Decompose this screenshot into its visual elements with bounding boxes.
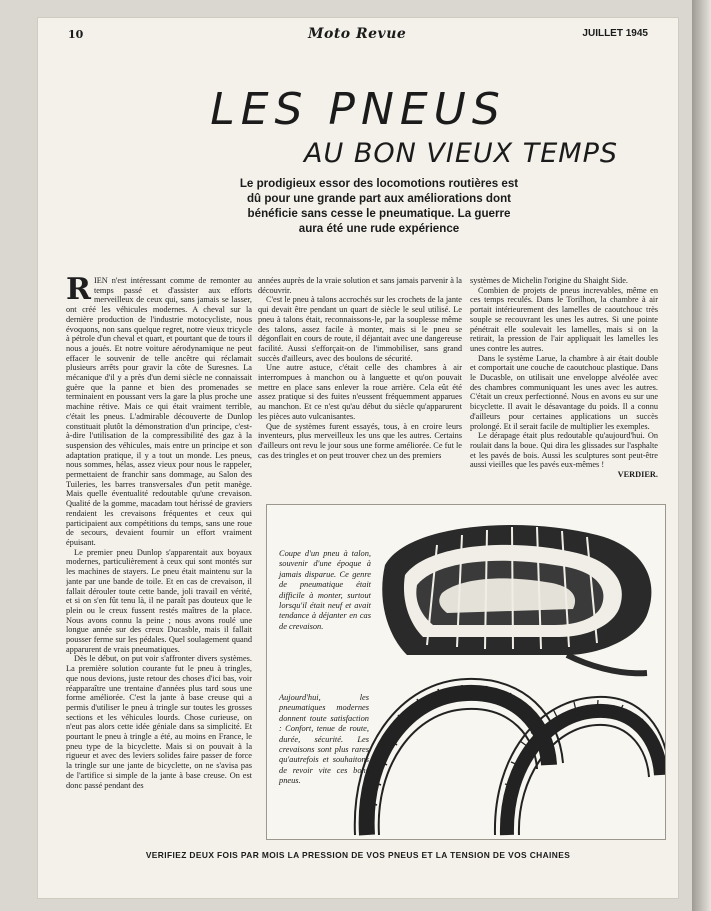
page-header — [68, 28, 648, 46]
author-signature: VERDIER. — [617, 470, 658, 480]
text-column-2 — [258, 276, 462, 506]
scan-edge-shadow — [692, 0, 711, 911]
paragraph: Une autre astuce, c'était celle des chambres à air interrompues à manchon ou à languette et qu'on pouvait mettre en place sans enlever la roue arrière. Cela eût été assez pratique si des fuites n'eussent fréquemment apparues au manchon. Et ce n'est qu'au début du siècle qu'apparurent les pièces auto vulcanisantes. — [258, 363, 462, 421]
article-lead: Le prodigieux essor des locomotions routières est dû pour une grande part aux améliorations dont bénéficie sans cesse le pneumatique. La guerre aura été une rude expérience — [239, 177, 519, 235]
figure-caption-old-tire: Coupe d'un pneu à talon, souvenir d'une époque à jamais disparue. Ce genre de pneumatique était difficile à monter, surtout lorsqu'il était neuf et avait tendance à déjanter en cas de crevaison. — [279, 549, 371, 631]
text-column-3 — [470, 276, 658, 518]
magazine-page — [38, 18, 678, 898]
article-title-line1: LES PNEUS — [210, 84, 506, 135]
masthead: Moto Revue — [308, 26, 407, 42]
paragraph: Que de systèmes furent essayés, tous, à en croire leurs inventeurs, plus merveilleux les uns que les autres. Certains d'ailleurs ont revu le jour sous une forme améliorée. Ce fut le cas des tringles et on peut trouver chez un des premiers — [258, 421, 462, 460]
tire-illustration — [266, 504, 666, 840]
paragraph: Le premier pneu Dunlop s'apparentait aux boyaux modernes, particulièrement à ceux qui sont montés sur les machines de stayers. Le pneu était maintenu sur la jante par une bande de toile. Et en cas de crevaison, il fallait dérouler toute cette bande, joli travail en vérité, et si on s'en fût tenu là, il ne paraît pas douteux que le plein ou le creux fussent restés maîtres de la place. Nous avons connu la peine ; nous avons roulé une longue année sur des creux Ducasble, mais il fallait pousser ferme sur les pédales. Quel soulagement quand apparurent de vrais pneumatiques. — [66, 547, 252, 654]
paragraph: Dans le système Larue, la chambre à air était double et comportait une couche de caoutchouc plastique. Dans le Ducasble, on utilisait une enveloppe alvéolée avec des chambres communiquant les unes avec les autres. C'était un creux perfectionné. Nous en avons eu sur une bicyclette. Il avait le désavantage du poids. Il a connu d'ailleurs pour certaines applications un succès prolongé. Et il serait facile de multiplier les exemples. — [470, 353, 658, 431]
paragraph: Combien de projets de pneus increvables, même en ces temps reculés. Dans le Torilhon, la chambre à air portait intérieurement des lamelles de caoutchouc très souple se recouvrant les unes les autres. Si une pointe pénétrait elle soulevait les lamelles, mais si on la retirait, la pression de l'air appliquait les lamelles les unes contre les autres. — [470, 285, 658, 353]
old-tire-section-drawing — [382, 525, 651, 673]
article-title-line2: AU BON VIEUX TEMPS — [304, 138, 618, 169]
paragraph-text: IEN n'est intéressant comme de remonter au temps passé et d'assister aux efforts merveilleux de ceux qui, sans jamais se lasser, ont créé les véhicules modernes. A cheval sur la dernière production de l'industrie motocycliste, nous évoquons, non sans quelque regret, notre vieux tricycle à pétrole d'un cheval et quart, et pourtant que de tours il nous a joués. Et notre voiture aérodynamique ne peut effacer le souvenir de telle ancêtre qui réclamait plusieurs arrêts pour gravir la côte de Suresnes. La mécanique d'il y a près d'un demi siècle ne connaissait guère que la panne et bien des promenades se terminaient en poussant vers la gare la plus proche une machine rétive. Mais ce qui était vraiment terrible, c'était les pneus. L'admirable découverte de Dunlop constituait plutôt la démonstration d'un principe, c'est-à-dire l'utilisation de la compressibilité des gaz à la suspension des véhicules, mais entre un principe et son adaptation pratique, il y a tout un monde. Les pneus, nous sommes, hélas, assez vieux pour nous le rappeler, permettaient de franchir sans dommage, au Salon des Tuileries, les barres transversales d'un petit manège. Mais quelle éventualité redoutable qu'une crevaison. Qualité de la gomme, macadam tout hérissé de graviers rendaient les crevaisons fréquentes et ceux qui participaient aux compétitions du temps, sans une roue de secours, devaient fournir un effort vraiment épuisant. — [66, 276, 252, 547]
page-number: 10 — [68, 28, 84, 41]
drop-cap: R — [66, 276, 91, 307]
issue-date: JUILLET 1945 — [582, 28, 648, 39]
paragraph: années auprès de la vraie solution et sans jamais parvenir à la découvrir. — [258, 276, 462, 295]
paragraph: systèmes de Michelin l'origine du Shaight Side. — [470, 276, 628, 285]
text-column-1 — [66, 276, 252, 838]
paragraph: Dès le début, on put voir s'affronter divers systèmes. La première solution courante fut le pneu à tringles, que nous devions, juste retour des choses d'ici bas, voir réapparaître une trentaine d'années plus tard sous une forme améliorée. C'est la jante à base creuse qui a permis d'utiliser le pneu à tringle sur toutes les grosses sections et les véhicules lourds. Chose curieuse, on n'eut pas alors cette idée géniale dans sa simplicité. Et pourtant le pneu à tringle a été, au moins en France, le pneu type de la bicyclette. Mais si on pouvait à la rigueur et avec des leviers solides faire passer de force la tringle sur une jante de bicyclette, on ne s'avisa pas de l'artifice si simple de la jante à base creuse. On est donc passé pendant des — [66, 654, 252, 790]
paragraph: C'est le pneu à talons accrochés sur les crochets de la jante qui devait être pendant un quart de siècle le seul utilisé. Le pneu à talons était, reconnaissons-le, par la souplesse même des talons, assez facile à monter, mais si le pneu se dégonflait en cours de route, il déjantait avec une dangereuse facilité. Aussi s'efforçait-on de l'immobiliser, sans grand succès d'ailleurs, avec des boulons de sécurité. — [258, 295, 462, 363]
figure-caption-modern-tire: Aujourd'hui, les pneumatiques modernes donnent toute satisfaction : Confort, tenue de route, durée, sécurité. Les crevaisons sont plus rares qu'autrefois et souhaitons de revoir vite ces bons pneus. — [279, 693, 369, 786]
page-footer-slogan: VERIFIEZ DEUX FOIS PAR MOIS LA PRESSION DE VOS PNEUS ET LA TENSION DE VOS CHAINES — [145, 850, 571, 860]
paragraph — [66, 276, 252, 548]
paragraph: Le dérapage était plus redoutable qu'aujourd'hui. On roulait dans la boue. Qui dira les glissades sur l'asphalte et les pavés de bois. Aussi les sculptures sont peut-être aussi vieilles que les pavés eux-mêmes ! — [470, 431, 658, 470]
